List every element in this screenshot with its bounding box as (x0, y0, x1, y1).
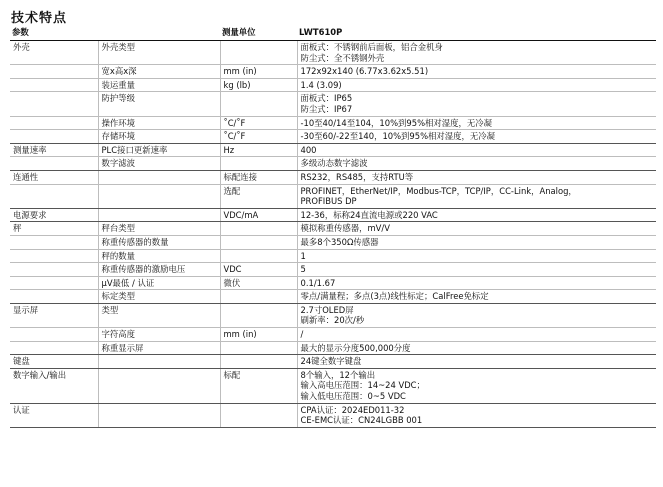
value-cell (297, 328, 656, 342)
header-model: LWT610P (297, 26, 656, 41)
category-cell: 外壳 (10, 41, 98, 65)
value-line: 输入高电压范围：14~24 VDC； (300, 380, 425, 391)
value-cell (297, 116, 656, 130)
table-row (10, 116, 656, 130)
value-line: 24键全数字键盘 (300, 356, 362, 367)
value-cell (297, 130, 656, 144)
parameter-cell: μV最低 / 认证 (98, 276, 220, 290)
unit-cell (220, 355, 297, 369)
category-cell (10, 92, 98, 116)
parameter-cell (98, 355, 220, 369)
category-cell (10, 65, 98, 79)
value-cell (297, 355, 656, 369)
table-row (10, 208, 656, 222)
value-line: CPA认证：2024ED011-32 (300, 404, 405, 415)
spec-table (10, 26, 656, 428)
table-header-row (10, 26, 656, 41)
parameter-cell (98, 208, 220, 222)
value-cell (297, 184, 656, 208)
table-row (10, 235, 656, 249)
value-line: 8个输入，12个输出 (300, 369, 376, 380)
category-cell: 连通性 (10, 170, 98, 184)
parameter-cell (98, 170, 220, 184)
table-row (10, 222, 656, 236)
category-cell (10, 263, 98, 277)
unit-cell (220, 290, 297, 304)
unit-cell: 标配连接 (220, 170, 297, 184)
table-row (10, 341, 656, 355)
value-line: 模拟称重传感器，mV/V (300, 223, 390, 234)
unit-cell: VDC (220, 263, 297, 277)
unit-cell (220, 222, 297, 236)
unit-cell: 微伏 (220, 276, 297, 290)
category-cell (10, 290, 98, 304)
category-cell: 键盘 (10, 355, 98, 369)
value-line: 1.4 (3.09) (300, 79, 342, 90)
parameter-cell: 秤的数量 (98, 249, 220, 263)
table-row (10, 303, 656, 327)
category-cell (10, 276, 98, 290)
value-line: / (300, 329, 304, 340)
parameter-cell: 外壳类型 (98, 41, 220, 65)
unit-cell (220, 157, 297, 171)
unit-cell: kg (lb) (220, 78, 297, 92)
value-line: -10至40/14至104，10%到95%相对湿度，无冷凝 (300, 117, 493, 128)
value-cell (297, 41, 656, 65)
category-cell (10, 235, 98, 249)
table-row (10, 157, 656, 171)
table-row (10, 290, 656, 304)
table-row (10, 355, 656, 369)
parameter-cell: 宽x高x深 (98, 65, 220, 79)
parameter-cell (98, 184, 220, 208)
value-line: 面板式：不锈钢前后面板，铝合金机身 (300, 42, 443, 52)
table-row (10, 41, 656, 65)
category-cell (10, 184, 98, 208)
parameter-cell: 防护等级 (98, 92, 220, 116)
header-unit: 测量单位 (220, 26, 297, 41)
value-cell (297, 249, 656, 263)
table-row (10, 328, 656, 342)
value-cell (297, 143, 656, 157)
value-cell (297, 341, 656, 355)
unit-cell (220, 92, 297, 116)
table-row (10, 78, 656, 92)
unit-cell: ˚C/˚F (220, 116, 297, 130)
unit-cell (220, 403, 297, 427)
category-cell (10, 249, 98, 263)
value-line: 172x92x140 (6.77x3.62x5.51) (300, 66, 429, 77)
value-line: 400 (300, 144, 317, 155)
value-line: PROFINET，EtherNet/IP，Modbus-TCP，TCP/IP，CC-Link，Analog， (300, 185, 577, 196)
value-line: -30至60/-22至140，10%到95%相对湿度，无冷凝 (300, 131, 496, 142)
value-line: 2.7寸OLED屏 (300, 304, 354, 315)
value-cell (297, 222, 656, 236)
value-cell (297, 170, 656, 184)
spec-table-body (10, 41, 656, 428)
unit-cell (220, 41, 297, 65)
value-cell (297, 303, 656, 327)
category-cell (10, 78, 98, 92)
category-cell (10, 116, 98, 130)
parameter-cell: 存储环境 (98, 130, 220, 144)
parameter-cell: 装运重量 (98, 78, 220, 92)
category-cell: 电源要求 (10, 208, 98, 222)
value-line: CE-EMC认证：CN24LGBB 001 (300, 415, 423, 426)
value-cell (297, 157, 656, 171)
value-line: 防尘式：全不锈钢外壳 (300, 52, 385, 63)
table-row (10, 263, 656, 277)
value-cell (297, 263, 656, 277)
parameter-cell: 称重显示屏 (98, 341, 220, 355)
category-cell (10, 328, 98, 342)
table-row (10, 130, 656, 144)
parameter-cell: 类型 (98, 303, 220, 327)
unit-cell: VDC/mA (220, 208, 297, 222)
value-cell (297, 276, 656, 290)
value-line: 5 (300, 264, 306, 275)
unit-cell: mm (in) (220, 328, 297, 342)
parameter-cell: 称重传感器的激励电压 (98, 263, 220, 277)
table-row (10, 249, 656, 263)
value-line: 1 (300, 250, 306, 261)
value-cell (297, 208, 656, 222)
value-cell (297, 65, 656, 79)
table-row (10, 184, 656, 208)
value-line: 0.1/1.67 (300, 277, 336, 288)
unit-cell: 标配 (220, 368, 297, 403)
category-cell: 认证 (10, 403, 98, 427)
unit-cell (220, 235, 297, 249)
table-row (10, 276, 656, 290)
value-line: 多级动态数字滤波 (300, 158, 368, 169)
category-cell: 测量速率 (10, 143, 98, 157)
table-row (10, 143, 656, 157)
value-line: PROFIBUS DP (300, 196, 357, 207)
value-line: RS232，RS485，支持RTU等 (300, 171, 414, 182)
value-line: 防尘式：IP67 (300, 103, 353, 114)
value-line: 零点/满量程；多点(3点)线性标定；CalFree免标定 (300, 291, 489, 302)
value-cell (297, 403, 656, 427)
category-cell (10, 157, 98, 171)
category-cell: 秤 (10, 222, 98, 236)
parameter-cell: 数字滤波 (98, 157, 220, 171)
value-line: 最大的显示分度500,000分度 (300, 342, 411, 353)
value-cell (297, 92, 656, 116)
page-title: 技术特点 (11, 11, 68, 26)
table-row (10, 403, 656, 427)
category-cell: 数字输入/输出 (10, 368, 98, 403)
table-row (10, 92, 656, 116)
value-line: 12-36，标称24直流电源或220 VAC (300, 209, 438, 220)
parameter-cell (98, 368, 220, 403)
value-line: 刷新率：20次/秒 (300, 315, 365, 326)
unit-cell (220, 303, 297, 327)
unit-cell: ˚C/˚F (220, 130, 297, 144)
unit-cell: mm (in) (220, 65, 297, 79)
header-param: 参数 (10, 26, 98, 41)
category-cell (10, 130, 98, 144)
value-cell (297, 78, 656, 92)
parameter-cell: PLC接口更新速率 (98, 143, 220, 157)
header-subparam (98, 26, 220, 41)
parameter-cell: 字符高度 (98, 328, 220, 342)
unit-cell (220, 249, 297, 263)
parameter-cell: 操作环境 (98, 116, 220, 130)
value-line: 最多8个350Ω传感器 (300, 236, 379, 247)
parameter-cell: 秤台类型 (98, 222, 220, 236)
value-line: 面板式：IP65 (300, 93, 353, 104)
unit-cell: Hz (220, 143, 297, 157)
unit-cell (220, 341, 297, 355)
value-cell (297, 368, 656, 403)
table-row (10, 170, 656, 184)
unit-cell: 选配 (220, 184, 297, 208)
value-line: 输入低电压范围：0~5 VDC (300, 391, 406, 402)
category-cell: 显示屏 (10, 303, 98, 327)
parameter-cell: 称重传感器的数量 (98, 235, 220, 249)
parameter-cell (98, 403, 220, 427)
category-cell (10, 341, 98, 355)
table-row (10, 368, 656, 403)
parameter-cell: 标定类型 (98, 290, 220, 304)
value-cell (297, 235, 656, 249)
table-row (10, 65, 656, 79)
value-cell (297, 290, 656, 304)
